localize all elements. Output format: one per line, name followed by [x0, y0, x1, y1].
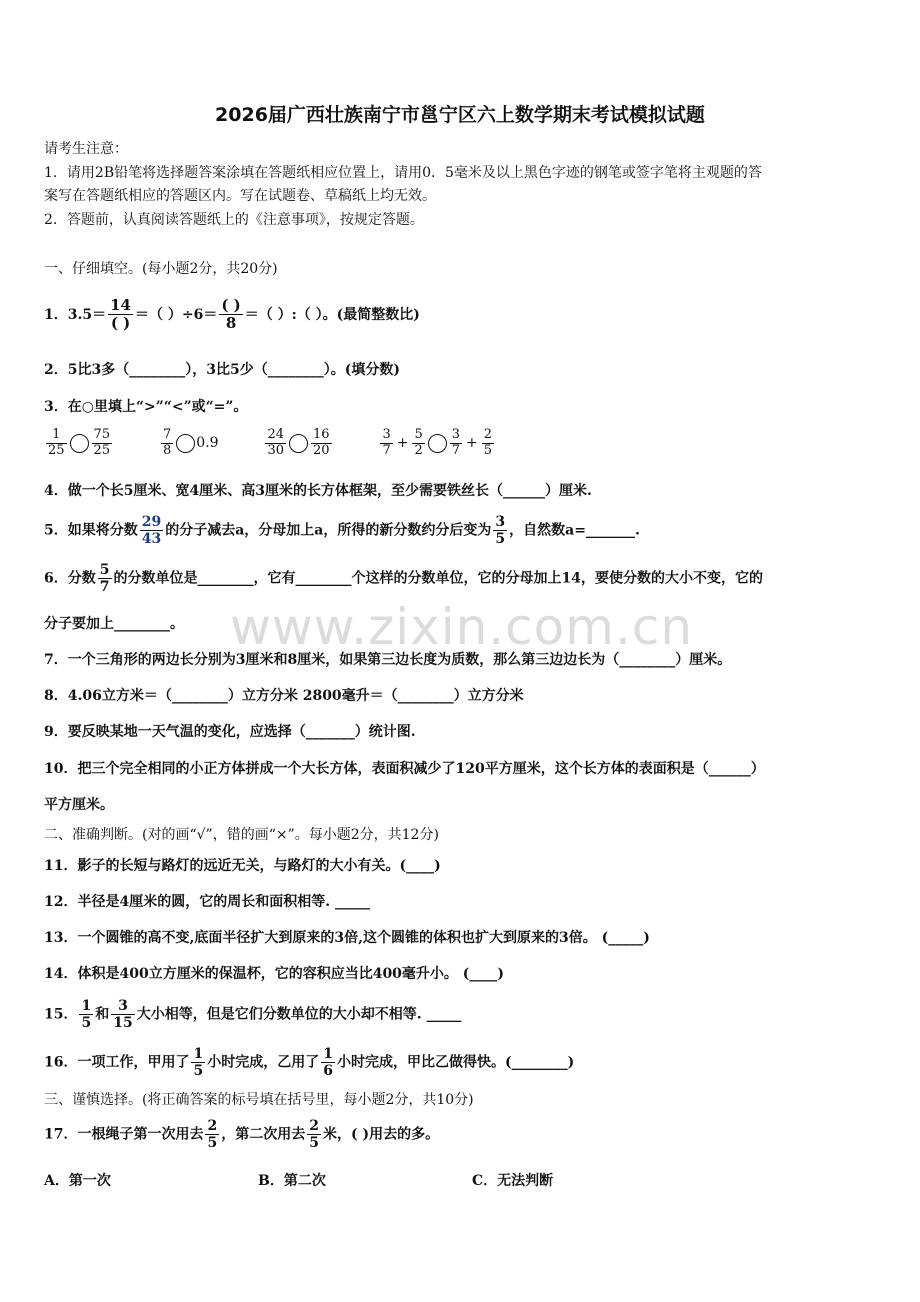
- fraction-numerator: 1: [46, 428, 67, 444]
- q16-middle: 小时完成，乙用了: [207, 1054, 320, 1071]
- section-3-heading: 三、谨慎选择。(将正确答案的标号填在括号里，每小题2分，共10分): [44, 1092, 474, 1108]
- comparison-3: [263, 427, 338, 458]
- compare-circle-icon[interactable]: [176, 434, 195, 453]
- fraction-numerator: 5: [99, 562, 110, 578]
- fraction-denominator: 7: [451, 442, 461, 458]
- fraction-denominator: 7: [99, 579, 110, 596]
- question-8: 8．4.06立方米＝（________）立方分米 2800毫升＝（________）立方分米: [44, 688, 524, 704]
- fraction-numerator: 2: [483, 427, 493, 442]
- q5-prefix: 5．如果将分数: [44, 522, 138, 539]
- watermark: www.zixin.com.cn: [230, 598, 694, 656]
- fraction-denominator: 5: [81, 1015, 92, 1032]
- fraction-numerator: 3: [451, 427, 461, 442]
- q17-option-c[interactable]: C．无法判断: [472, 1173, 554, 1189]
- q6-suffix: 的分数单位是________，它有________个这样的分数单位，它的分母加上14，要使分数的大小不变，它的: [113, 570, 763, 587]
- fraction-denominator: 25: [93, 442, 111, 458]
- fraction-numerator: 3: [382, 427, 391, 442]
- question-4: 4．做一个长5厘米、宽4厘米、高3厘米的长方体框架，至少需要铁丝长（______）厘米.: [44, 483, 592, 499]
- q5-fraction-1: [140, 514, 163, 547]
- fraction-numerator: 75: [93, 427, 111, 442]
- q17-fraction-2: [307, 1118, 321, 1151]
- fraction: [412, 428, 424, 459]
- q17-prefix: 17．一根绳子第一次用去: [44, 1126, 204, 1143]
- q17-fraction-1: [205, 1118, 219, 1151]
- q15-fraction-2: [111, 998, 134, 1031]
- q15-prefix: 15．: [44, 1006, 78, 1023]
- comparison-1: [44, 427, 119, 458]
- fraction-numerator: 29: [141, 514, 162, 530]
- question-16: [44, 1046, 574, 1079]
- fraction: [482, 428, 494, 459]
- question-17: [44, 1118, 439, 1151]
- q6-prefix: 6．分数: [44, 570, 96, 587]
- q16-prefix: 16．一项工作，甲用了: [44, 1054, 190, 1071]
- fraction-denominator: 5: [483, 442, 493, 458]
- question-10-line-2: 平方厘米。: [44, 797, 114, 813]
- fraction: [450, 428, 462, 459]
- fraction-numerator: 14: [110, 296, 131, 314]
- fraction: [92, 428, 113, 459]
- page-title: 2026届广西壮族南宁市邕宁区六上数学期末考试模拟试题: [215, 104, 705, 126]
- q1-fraction-2: [219, 297, 242, 333]
- q16-suffix: 小时完成，甲比乙做得快。(________): [336, 1054, 575, 1071]
- question-12: 12．半径是4厘米的圆，它的周长和面积相等. _____: [44, 894, 370, 910]
- q1-prefix: 1．3.5＝: [44, 306, 107, 323]
- q16-fraction-1: [191, 1046, 205, 1079]
- fraction-numerator: 1: [323, 1046, 333, 1062]
- question-10: 10．把三个完全相同的小正方体拼成一个大长方体，表面积减少了120平方厘米，这个长方体的表面积是（______）: [44, 761, 765, 777]
- fraction-numerator: 2: [309, 1118, 319, 1134]
- question-5: [44, 514, 640, 547]
- q5-suffix: ，自然数a=_______.: [509, 522, 640, 539]
- fraction-denominator: 6: [323, 1063, 333, 1080]
- q15-middle: 和: [95, 1006, 110, 1023]
- question-6-line-2: 分子要加上________。: [44, 616, 184, 632]
- q17-middle: ，第二次用去: [221, 1126, 306, 1143]
- question-1: [44, 297, 420, 333]
- compare-circle-icon[interactable]: [70, 434, 89, 453]
- q5-fraction-2: [493, 514, 507, 547]
- fraction: [380, 428, 392, 459]
- fraction-denominator: 8: [163, 442, 172, 458]
- fraction: [46, 428, 67, 459]
- q17-suffix: 米，( )用去的多。: [322, 1126, 440, 1143]
- fraction-denominator: 8: [225, 314, 237, 333]
- compare-circle-icon[interactable]: [289, 434, 308, 453]
- q1-middle: ＝（ ）÷6＝: [134, 306, 218, 323]
- fraction-numerator: 24: [267, 427, 284, 442]
- fraction-denominator: 5: [495, 531, 506, 548]
- question-13: 13．一个圆锥的高不变,底面半径扩大到原来的3倍,这个圆锥的体积也扩大到原来的3倍。 (_____): [44, 930, 650, 946]
- question-3: 3．在○里填上“>”“<”或“=”。: [44, 399, 248, 415]
- comparison-4: [378, 427, 496, 458]
- compare-value: 0.9: [196, 435, 219, 452]
- question-3-comparisons: [44, 428, 496, 459]
- question-15: [44, 998, 461, 1031]
- fraction-numerator: 7: [163, 427, 172, 442]
- q17-option-a[interactable]: A．第一次: [44, 1173, 111, 1189]
- fraction-numerator: 1: [81, 998, 92, 1014]
- q17-option-b[interactable]: B．第二次: [258, 1173, 326, 1189]
- fraction-denominator: 43: [141, 531, 162, 548]
- plus-sign: +: [466, 435, 478, 452]
- fraction-numerator: 3: [495, 514, 506, 530]
- comparison-2: [159, 427, 223, 458]
- fraction-numerator: 3: [111, 998, 134, 1015]
- question-14: 14．体积是400立方厘米的保温杯，它的容积应当比400毫升小。 (____): [44, 966, 505, 982]
- question-11: 11．影子的长短与路灯的远近无关，与路灯的大小有关。(____): [44, 858, 441, 874]
- fraction-denominator: 15: [113, 1015, 133, 1032]
- q15-fraction-1: [79, 998, 93, 1031]
- fraction-denominator: 5: [193, 1063, 204, 1080]
- plus-sign: +: [396, 435, 409, 452]
- compare-circle-icon[interactable]: [428, 434, 447, 453]
- notice-line-2: 2．答题前，认真阅读答题纸上的《注意事项》，按规定答题。: [44, 212, 424, 228]
- q1-suffix: ＝（ ）:（ ）。(最简整数比): [244, 306, 420, 323]
- fraction-numerator: ( ): [221, 296, 241, 314]
- fraction-denominator: ( ): [110, 314, 131, 333]
- question-9: 9．要反映某地一天气温的变化，应选择（_______）统计图.: [44, 724, 416, 740]
- q6-fraction: [98, 562, 112, 595]
- fraction: [311, 428, 332, 459]
- question-7: 7．一个三角形的两边长分别为3厘米和8厘米，如果第三边长度为质数，那么第三边边长为（________）厘米。: [44, 652, 732, 668]
- q16-fraction-2: [321, 1046, 335, 1079]
- question-2: 2．5比3多（________），3比5少（________）。(填分数): [44, 362, 400, 378]
- fraction-denominator: 20: [313, 442, 330, 458]
- fraction-numerator: 2: [207, 1118, 218, 1134]
- section-2-heading: 二、准确判断。(对的画“√”，错的画“×”。每小题2分，共12分): [44, 827, 439, 843]
- fraction-denominator: 30: [267, 442, 284, 458]
- fraction-denominator: 5: [309, 1135, 319, 1152]
- question-6: [44, 562, 763, 595]
- fraction: [265, 428, 286, 459]
- q15-suffix: 大小相等，但是它们分数单位的大小却不相等. _____: [136, 1006, 462, 1023]
- section-1-heading: 一、仔细填空。(每小题2分，共20分): [44, 261, 278, 277]
- fraction-denominator: 7: [382, 442, 391, 458]
- fraction-numerator: 16: [313, 427, 330, 442]
- q5-middle: 的分子减去a，分母加上a，所得的新分数约分后变为: [165, 522, 492, 539]
- notice-line-1b: 案写在答题纸相应的答题区内。写在试题卷、草稿纸上均无效。: [44, 188, 436, 204]
- fraction-denominator: 2: [414, 442, 423, 458]
- fraction: [161, 428, 173, 459]
- notice-heading: 请考生注意：: [44, 141, 128, 157]
- fraction-denominator: 25: [48, 442, 65, 458]
- q1-fraction-1: [108, 297, 133, 333]
- fraction-numerator: 1: [193, 1046, 204, 1062]
- fraction-numerator: 5: [414, 427, 423, 442]
- fraction-denominator: 5: [207, 1135, 218, 1152]
- notice-line-1: 1．请用2B铅笔将选择题答案涂填在答题纸相应位置上，请用0．5毫米及以上黑色字迹的钢笔或签字笔将主观题的答: [44, 165, 762, 181]
